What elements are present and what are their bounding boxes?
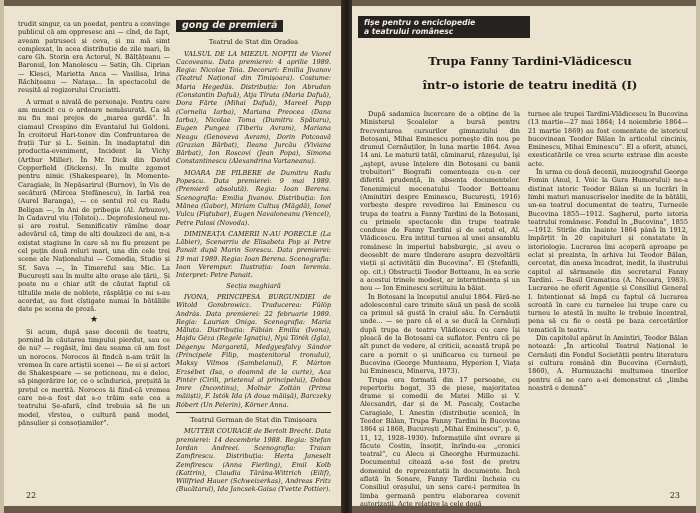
right-page-column-2	[528, 110, 688, 488]
premiere-entry: MUTTER COURAGE de Bertolt Brecht. Data premierei: 14 decembrie 1988. Regia: Ștefan Iordan Andreei. Scenografia: Traian Zamfirescu. Distribuția: Herta Janeselt Zemfirescu (Anna Fierling), Emil Kolb (Kattrin), Claudia Tărâna-Wittrich (Eilif), Willfried Hauer (Schweizerkas), Andreas Fritz (Bucătarul), Ida Jancsek-Gaisa (Yvette Pottier).	[176, 427, 331, 494]
premiere-entry: DIMINEAȚA CAMERII N-AU PORECLE (La Lăbier), Scenarriu de Elisabeta Pop și Petre Panait după Marin Sorescu. Data premierei: 19 mai 1989. Regia: Ioan Berena. Scenografia: Ioan Verempur. Ilustrația: Ioan Ieremia. Interpret: Petre Panait.	[176, 229, 331, 280]
article-subtitle: într-o istorie de teatru inedită (I)	[422, 78, 638, 92]
paragraph: A urmat o nivală de personaje. Pentru care am muncit cu o ardoare nemăsurată. Ca să nu fiu mai prejos de „marea gardă”. În ciamaul Crespino din Evantaiul lui Goldoni. În croitorul Hari-tonov din Confruntarea de frații Tur și L. Seinin. În inadaptatul din productia-eveniment, Incident la Vichy (Arthur Miller). În Mr. Dick din David Copperfield (Dickens). În multe zgomot pentru nimic (Shakespeare), în Momente-Caragiale, în Nepăsarirul (Burnov), în Vis de secătură (Mircea Ștefănescu), în Iarbă rea (Aurel Baranga), — ce sentul rol cu Radu Beligan —, în Ani de pribegie (Al. Arbuzov), în Cadavrul viu (Tolstoi)... Deprofesioneul nu-și are rostul. Semnificativ rămîne doar adevărul că, timp de alți douăzeci de ani, n-a existat stagiune în care să nu fiu prezent pe cel puțin două roluri mari, una din cele trei scene ale Naționalului — Comedia, Studio și Sf. Sava —, în Timereful sau Mic. La București sau în multe alte orașe ale țării,. Și poate nu e chiar atît de căutat faptul că tiltulile mele de noblețe, răsplăție ce mi s-au acordat, au fost cîștigate numai în bătăliile date pe scena de proză.	[18, 97, 170, 314]
paragraph: Trupa era formată din 17 persoane, cu repertoriu bogat, 35 de piese, majoritatea drame și comedii de Matei Millo și V. Alecsandri, dar și de M. Pascaly, Costache Caragiale, I. Anestin (distribuție scenică, în Teodor Bâlan, Trupa Fanny Tardini în Bucovina 1864 și 1868, București „Mihai Eminescu”, p. 6, 11, 12, 1928–1930). Informațiile sînt ovrare și făcute Costin, însoțit, înrîndu-ea „cronici teatral”, cu Alecu și Gheorghe Hurmuzachi. Documentul citează a-se fost de pretru domeniul de reprezentații în documente. Încă aflată în Sonare, Fanny Tardini încheia cu Consiliul orașului, un sens care-i permitea în limba germană pentru elaborarea covenit autorizații. Acte relative la cele două	[360, 375, 520, 508]
paragraph: După sadamica încercare de a obține de la Ministerul Școalelor a bursă pentru frecventarea cursurilor gimnaziului din Botoșani, Mihai Eminescu porneşte din nou pe drumul Cernăuților, în luna martie 1864. Avea 14 ani. Le maturii tatăl, căminarul, răzeşului, îşi „aştept, avuse înțelere din Botoșani cu banii trebuitori” Biografii comenteaza cu-n cer diferită prudență, în absența documentelor. Tenenimicul mecenatului Teodor Botteanu (Aminitiri despre Eminescu, București, 1916) vorbește despre revedirea lui Eminescu cu trupa de teatru a Fanny Tardini de la Botoșani, cu primele spectacole din trupe teatrale conduse de Fanny Tardini și de soțul el, Al. Vlădicescu. Era intitul turnea al unei ansamblu românesc în imperiul habsburgic, „și aveu o deoseblt de mare tînderare asupra dezvoltării vieții și activității din Bucovina”. El (Ștefanlli, op. cit.) Obstrucții Teodor Botteanu, în ea scrie a acestui trinele modest, ar interntinența și un nou — Ion Eminescu scriituiu la băiat.	[360, 110, 520, 293]
divider	[176, 412, 331, 413]
paragraph: trudit singur, ca un poedat, pentru a convinge publicul că am oppresesc ani — cînd, de fapt, aveam patruseci și ceva, și nu mă simt complexat, în acea distribuție de zile mari, în care Gh. Storin era Actorul, N. Bălțățeanu — Baronul, Ion Manolescu — Satin, Gh. Ciprian — Kleșci, Marietta Anca — Vasilisa, Irina Răchițeanu — Nataşa... În spectacolul de reușită al regizorului Cruciatti.	[18, 20, 170, 95]
section-heading: Secția maghiară	[226, 281, 281, 290]
premiere-entry: IVONA, PRINCIPESA BURGUNDIEI de Witold Gombrowicz. Traducerea: Fülöp András. Data premierei: 22 februarie 1989. Regia: Laurian Oniga. Scenografia: Maria Măluța. Distribuția: Fábián Emilia (Ivona), Hajdu Géza (Regele Ignațiu), Nyú Törék (Igla), Dégenyu Margaretă, Medgyeșfalvy Sándor (Principele Filip, moștenitorul tronului), Maksy Vilmos (Șambelanul), F. Márton Erzsébet (Isa, o doamnă de la curte), Aca Pintér (Cirili, prietenul al principelui), Dobos Imre (Incontinu), Molnár Zoltán (Prima măiiști), F. Istók Ida (A doua măiișă), Barczeky Róbert (Un Pelerin), Körner Anna.	[176, 292, 331, 409]
left-page-column-1	[18, 20, 170, 475]
paragraph: Din capitolul apărut în Amintiri, Teodor Bălan notează: „În articolul Teatrul Național le Cernăuți din Fondul Societății pentru literatura și cultura română din Bucovina (Cernăuți, 1860), A. Hurmuzachi mulțumea tinerilor pentru că ne caro a-ei demonstrat că „limba noastră e demnă”	[528, 334, 688, 392]
page-number: 22	[26, 491, 37, 500]
paragraph: În urma cu două decenii, muzeograful George Fomin (Anul, I. Voic la Gura Humorului) ne-a distinat istoric Teodor Bălan și un lucrări în limbi maturi manuscriselor inedite de la bătălii, un-ea teatrul documentat de teatru, Turneele Bucovina 1855—1912. Sagherul, parte istoria teatrului românesc. Fondul în „Bucovina”, 1855—1912. Stirile din înainte 1864 până în 1912, împărțit în 20 capituluri și constatate în istoriologie. Lucrarea îmi acoperă aproape pe eclat și prezinta, în arhiva lui Teodor Bălan, cercetat, din anexa încadrat, inedit, la ilustrului capitol al sărmanele din secretarul Fanny Tardini. — Basil Gramatica (A. Nicoara, 1983). Lucrarea ne oferit Agenție și Consiliul General I. Intenționat să împă cu faptul că lucrarea scroată în care cu turnelee lui trupe care cu turneu le atestă în multe le trebuie încentral, pena să cu fie o cestă pe baza cercetărilor tematică în teatru.	[528, 168, 688, 334]
right-page	[352, 6, 698, 506]
theatre-heading: Teatrul German de Stat din Timișoara	[190, 416, 317, 425]
left-page-column-2	[176, 20, 331, 494]
banner-line: fișe pentru o enciclopedie	[364, 18, 476, 27]
star-separator-icon: ★	[89, 315, 99, 326]
paragraph: Și acum, după șase decenii de teatru, pornind în căutarea timpului pierdut, sau ce de nu? — regăsit, îmi dau seama că am fost un norocos. Norocos ăi findcă n-am trăit în vremea în care artiștii scenei — fie ei și actori de Shakespeare — se poticneau, nu e deloc, să pingerărire lor, ce o scînduricá, preţuită la prețul ce merită. Norocos ăi fiind-că vremea care ne-a fost dat s-o trăim este cea a teatrului Șe-afară, cînd trebuia să fie un model, vîrstea, o cultură pană model, pănsulier și consoțiamiler”.	[18, 327, 170, 427]
paragraph: În Botoșani la începutul anului 1864. Fără-ne adolescentul care trimite săuă un pasă de scolă ca primul să gustă în craiul său. În Cernăuții unde... — se pare că el a se ducă la Cernăuți după trupa de teatru Vlădicescu cu care își pleacă de la Botoșani ca suflator. Pentru că pe alt punct de vedere, al criticii, această trupă pe care a pornit o și unificarea cu turneul pe Bucovina (George Munteanu, Hyperion I, Viața lui Eminescu, Minerva, 1973).	[360, 292, 520, 376]
banner-line: a teatrului românesc	[364, 27, 454, 36]
premiere-entry: MOARA DE PILBERE de Dumitru Radu Popescu. Data premierei: 9 mai 1989. (Premieră absolută). Regia: Ioan Berena. Scenografia: Emilia Jivanov. Distribuția: Ion Mănea (Gabor), Miriam Cultuș (Măgdă), Ionel Vulcu (Fiștubar), Eugen Navaloneanu (Vencel), Petre Palosi (Novoda).	[176, 168, 331, 227]
encyclopedia-banner	[358, 16, 530, 38]
premiere-entry: VALSUL DE LA MIEZUL NOPȚII de Viorel Cacoveanu. Data premierei: 4 aprilie 1989. Regia: Nicolae Toia. Decoruri: Emilia Jivanov (Teatrul Național din Timișoara). Costume: Maria Hegedüs. Distribuția: Ion Abrudan (Constantin Dafuă), Atja Tîruta (Maria Dafuă), Dora Fărte (Mihai Dafuă), Mareel Papp (Cornelia Iarba), Mariana Preocea (Dana Iarba), Nicolae Toma (Dumitru Spătaru), Eugen Pungea (Tiberiu Avram), Mariana Neagu (Genoveva Avram), Dorin Potcoavă (Grazian Bărbat), Ileana Jurcău (Viviana Bărbat), Ion Roscovi (Jean Popa), Simona Constantinescu (Alexandrina Vartaneanu).	[176, 49, 331, 166]
book-gutter	[341, 0, 352, 513]
paragraph: turnee ale trupei Tardini-Vlădicescu în Bucovina (13 martie—27 mai 1864; 14 noiembrie 1864—21 martie 1869) au fost comentate de istoricul bucovinean Teodor Bălan în articolul cincinis, Eminescu, Mihai Eminescu”. El a oferit, atunci, exesticatările ce vrea scurte extrase din aceste acte.	[528, 110, 688, 168]
article-title: Trupa Fanny Tardini-Vlădicescu	[428, 54, 632, 68]
page-number: 23	[669, 491, 680, 500]
premiere-banner: gong de premieră	[176, 20, 283, 32]
right-page-column-1	[360, 110, 520, 508]
theatre-heading: Teatrul de Stat din Oradea	[208, 38, 299, 47]
page-edge-right	[696, 0, 700, 513]
left-page	[4, 6, 341, 506]
